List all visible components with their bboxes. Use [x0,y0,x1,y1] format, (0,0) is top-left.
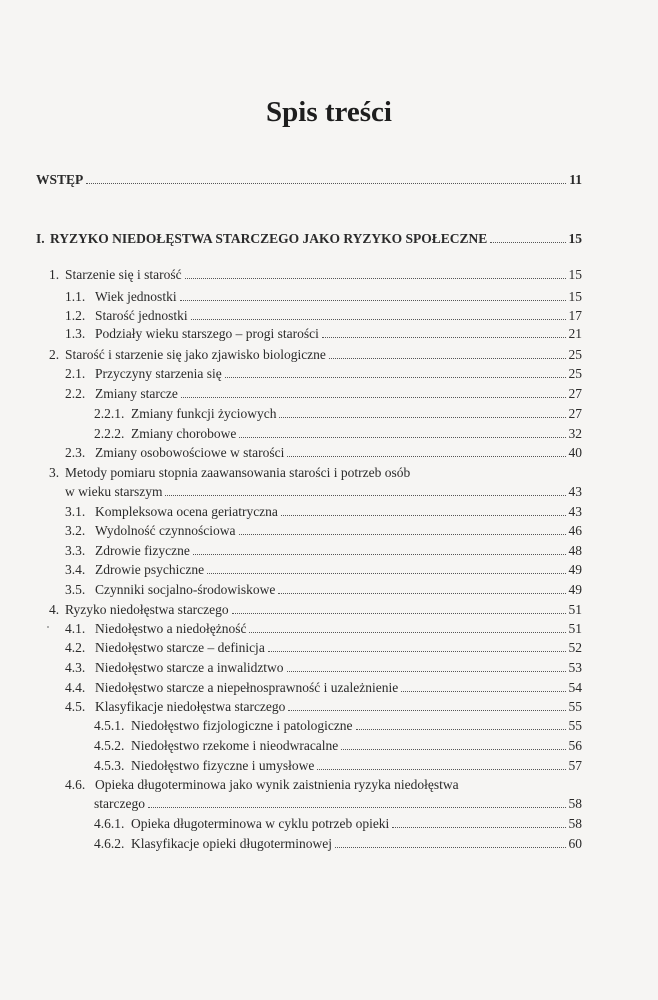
toc-entry [65,287,582,307]
toc-page-number: 27 [568,406,582,421]
toc-entry-label [65,324,319,344]
toc-entry-text: Starość jednostki [95,308,188,323]
toc-entry-number: 1. [49,267,60,282]
dot-leader [268,638,566,652]
toc-entry-label [65,658,284,678]
toc-entry-label [65,502,278,522]
toc-entry-text: Klasyfikacje opieki długoterminowej [131,836,332,851]
toc-entry-text: Niedołęstwo starcze a inwalidztwo [95,660,284,675]
dot-leader [287,658,566,672]
toc-entry-label [65,697,285,717]
toc-entry-number: 3.3. [65,543,86,558]
toc-page-number: 48 [568,543,582,558]
toc-entry [65,364,582,384]
toc-entry [65,384,582,404]
toc-page-number: 17 [568,308,582,323]
toc-entry-label [65,777,459,792]
toc-entry-number: 3.4. [65,562,86,577]
toc-entry-number: 1.2. [65,308,86,323]
toc-entry [65,697,582,717]
toc-entry [94,814,582,834]
toc-entry [65,306,582,326]
toc-entry-label [49,265,182,285]
dot-leader [335,834,566,848]
toc-entry-number: 3.2. [65,523,86,538]
dot-leader [180,287,566,301]
toc-entry-number: 2.1. [65,366,86,381]
toc-entry-text: Zmiany starcze [95,386,178,401]
toc-entry-number: 4.6.2. [94,836,125,851]
toc-entry-number: 4.4. [65,680,86,695]
toc-entry [65,324,582,344]
dot-leader [281,502,566,516]
toc-entry-text: Starość i starzenie się jako zjawisko biologiczne [65,347,326,362]
toc-entry-label [65,364,222,384]
toc-page-number: 25 [568,347,582,362]
toc-entry [94,424,582,444]
dot-leader [329,345,566,359]
dot-leader [239,521,566,535]
dot-leader [239,424,565,438]
toc-page-number: 15 [568,231,582,246]
toc-entry-number: 2.2.1. [94,406,125,421]
dot-leader [279,404,565,418]
dot-leader [191,306,566,320]
toc-entry-label [94,716,353,736]
toc-entry [65,482,582,502]
toc-entry [94,736,582,756]
toc-entry-text: Niedołęstwo starcze a niepełnosprawność i uzależnienie [95,680,399,695]
toc-entry-label [65,443,284,463]
toc-entry-text: Niedołęstwo a niedołężność [95,621,247,636]
toc-page-number: 56 [568,738,582,753]
toc-entry-text: WSTĘP [36,172,84,187]
toc-entry-label [65,580,275,600]
toc-page-number: 58 [568,816,582,831]
dot-leader [341,736,565,750]
toc-page-number: 55 [568,699,582,714]
toc-page-number: 51 [568,621,582,636]
toc-entry-text: Zmiany osobowościowe w starości [95,445,285,460]
toc-page-number: 25 [568,366,582,381]
toc-entry-label [49,345,326,365]
toc-entry [49,600,582,620]
toc-entry-label [65,638,265,658]
toc-entry [65,638,582,658]
toc-entry [65,580,582,600]
toc-entry-number: 4.5.3. [94,758,125,773]
toc-entry-label [65,384,178,404]
toc-entry-number: 4.2. [65,640,86,655]
toc-page-number: 32 [568,426,582,441]
toc-entry-number: 4.5.2. [94,738,125,753]
toc-entry-number: 3. [49,465,60,480]
toc-entry-label [94,424,236,444]
dot-leader [401,678,565,692]
toc-entry-text: Starzenie się i starość [65,267,182,282]
dot-leader [317,756,565,770]
toc-entry [65,658,582,678]
toc-entry-label [65,560,204,580]
toc-entry-label [65,287,177,307]
dot-leader [207,560,565,574]
toc-entry-label [65,678,398,698]
toc-entry-text: Metody pomiaru stopnia zaawansowania starości i potrzeb osób [65,465,411,480]
toc-entry-number: 4.6. [65,777,86,792]
toc-entry-label [94,834,332,854]
toc-page-number: 49 [568,582,582,597]
dot-leader [287,443,565,457]
toc-page-number: 15 [568,267,582,282]
toc-page-number: 11 [569,172,582,187]
toc-entry-text: Klasyfikacje niedołęstwa starczego [95,699,286,714]
toc-entry-number: 4.3. [65,660,86,675]
toc-entry [65,678,582,698]
toc-entry-label [94,814,389,834]
toc-entry-number: 2. [49,347,60,362]
toc-entry-label [94,756,314,776]
toc-entry-number: 2.3. [65,445,86,460]
toc-page-number: 15 [568,289,582,304]
toc-page-number: 54 [568,680,582,695]
toc-entry-text: Kompleksowa ocena geriatryczna [95,504,278,519]
toc-entry-number: 2.2.2. [94,426,125,441]
toc-entry-label [94,404,276,424]
toc-entry [49,265,582,285]
toc-entry-label [65,521,236,541]
dot-leader [185,265,566,279]
toc-entry-label [65,482,162,502]
toc-entry-text: w wieku starszym [65,484,163,499]
toc-entry-text: RYZYKO NIEDOŁĘSTWA STARCZEGO JAKO RYZYKO SPOŁECZNE [50,231,488,246]
toc-entry-number: 3.5. [65,582,86,597]
toc-entry-number: 4.6.1. [94,816,125,831]
dot-leader [288,697,565,711]
toc-entry [36,170,582,190]
dot-leader [249,619,565,633]
toc-entry-number: I. [36,231,45,246]
toc-entry-label [36,229,487,249]
toc-entry-text: Zdrowie fizyczne [95,543,190,558]
dot-leader [181,384,566,398]
toc-entry-number: 1.1. [65,289,86,304]
dot-leader [356,716,566,730]
toc-entry-number: 4.1. [65,621,86,636]
toc-entry-text: Zmiany chorobowe [131,426,237,441]
toc-entry [65,541,582,561]
toc-entry-label [65,306,188,326]
dot-leader [322,324,566,338]
print-speck [47,626,49,628]
toc-page-number: 27 [568,386,582,401]
toc-entry [65,619,582,639]
toc-page-number: 49 [568,562,582,577]
toc-entry [49,463,582,483]
dot-leader [165,482,565,496]
toc-entry-number: 2.2. [65,386,86,401]
toc-entry [65,502,582,522]
toc-page-number: 46 [568,523,582,538]
toc-page-number: 53 [568,660,582,675]
toc-entry-label [36,170,83,190]
toc-entry-number: 4. [49,602,60,617]
toc-entry [94,794,582,814]
dot-leader [392,814,565,828]
toc-entry-text: Opieka długoterminowa jako wynik zaistnienia ryzyka niedołęstwa [95,777,459,792]
toc-entry-text: Czynniki socjalno-środowiskowe [95,582,276,597]
toc-page-number: 21 [568,326,582,341]
toc-page-number: 40 [568,445,582,460]
toc-entry-number: 3.1. [65,504,86,519]
dot-leader [490,229,565,243]
toc-entry-text: Niedołęstwo fizjologiczne i patologiczne [131,718,353,733]
toc-entry-text: Wydolność czynnościowa [95,523,236,538]
toc-entry [65,560,582,580]
toc-entry-number: 4.5.1. [94,718,125,733]
toc-page-number: 51 [568,602,582,617]
toc-entry-text: Ryzyko niedołęstwa starczego [65,602,229,617]
toc-entry-text: starczego [94,796,145,811]
toc-page-number: 43 [568,484,582,499]
toc-entry [49,345,582,365]
toc-page-number: 52 [568,640,582,655]
toc-entry-text: Zmiany funkcji życiowych [131,406,277,421]
toc-page-number: 57 [568,758,582,773]
toc-entry [94,716,582,736]
toc-entry-number: 4.5. [65,699,86,714]
page-title: Spis treści [266,96,392,128]
toc-entry-text: Podziały wieku starszego – progi starości [95,326,319,341]
toc-entry-text: Niedołęstwo starcze – definicja [95,640,265,655]
toc-entry [65,521,582,541]
toc-entry-label [49,600,229,620]
dot-leader [148,794,566,808]
dot-leader [278,580,565,594]
toc-entry [65,775,582,795]
toc-page-number: 58 [568,796,582,811]
toc-page-number: 60 [568,836,582,851]
toc-entry-label [49,465,410,480]
toc-entry [94,834,582,854]
toc-entry [94,404,582,424]
toc-entry [36,229,582,249]
toc-entry-text: Niedołęstwo rzekome i nieodwracalne [131,738,339,753]
dot-leader [86,170,566,184]
dot-leader [225,364,566,378]
toc-entry-number: 1.3. [65,326,86,341]
toc-entry-text: Przyczyny starzenia się [95,366,222,381]
toc-entry-label [65,541,190,561]
toc-page-number: 55 [568,718,582,733]
toc-entry [94,756,582,776]
toc-entry-text: Opieka długoterminowa w cyklu potrzeb opieki [131,816,390,831]
toc-entry [65,443,582,463]
toc-entry-text: Zdrowie psychiczne [95,562,205,577]
toc-entry-text: Wiek jednostki [95,289,177,304]
toc-page-number: 43 [568,504,582,519]
toc-entry-label [65,619,246,639]
dot-leader [232,600,566,614]
toc-entry-label [94,736,338,756]
dot-leader [193,541,566,555]
toc-entry-label [94,794,145,814]
toc-entry-text: Niedołęstwo fizyczne i umysłowe [131,758,315,773]
